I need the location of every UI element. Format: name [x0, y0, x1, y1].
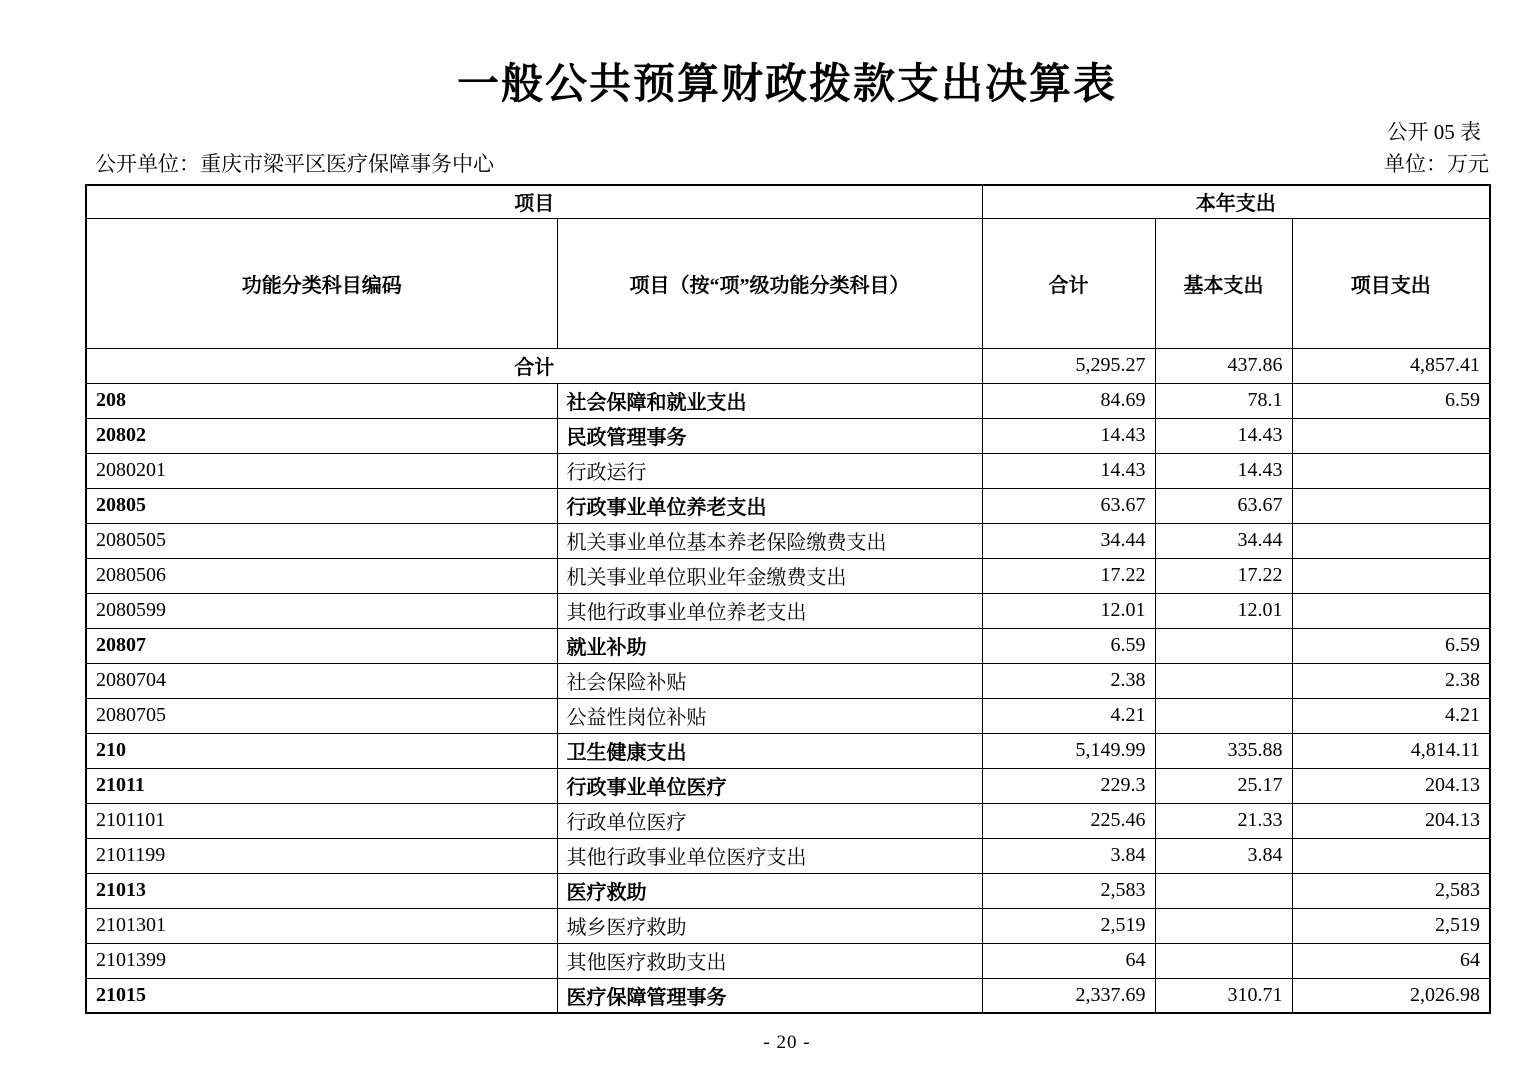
basic-cell: 12.01 [1155, 593, 1292, 628]
table-row [86, 488, 1490, 523]
code-cell: 2101199 [86, 838, 557, 873]
table-row [86, 838, 1490, 873]
basic-cell: 335.88 [1155, 733, 1292, 768]
table-row [86, 803, 1490, 838]
table-row [86, 698, 1490, 733]
header-current-year-group: 本年支出 [982, 185, 1490, 218]
table-row [86, 453, 1490, 488]
table-row [86, 873, 1490, 908]
project-cell: 2,583 [1292, 873, 1490, 908]
basic-cell: 25.17 [1155, 768, 1292, 803]
header-group-row [86, 185, 1490, 218]
project-cell: 4,814.11 [1292, 733, 1490, 768]
total-cell: 4.21 [982, 698, 1155, 733]
header-basic-expenditure: 基本支出 [1155, 218, 1292, 348]
table-row [86, 943, 1490, 978]
grand-total-label: 合计 [86, 348, 982, 383]
code-cell: 21013 [86, 873, 557, 908]
basic-cell: 21.33 [1155, 803, 1292, 838]
project-cell [1292, 593, 1490, 628]
project-cell: 2,519 [1292, 908, 1490, 943]
total-cell: 34.44 [982, 523, 1155, 558]
table-row [86, 733, 1490, 768]
item-cell: 社会保障和就业支出 [557, 383, 982, 418]
total-cell: 229.3 [982, 768, 1155, 803]
total-cell: 2,337.69 [982, 978, 1155, 1013]
code-cell: 20805 [86, 488, 557, 523]
table-row [86, 558, 1490, 593]
page-number: - 20 - [763, 1032, 811, 1053]
code-cell: 2080705 [86, 698, 557, 733]
table-body [86, 348, 1490, 1013]
table-row [86, 628, 1490, 663]
code-cell: 21011 [86, 768, 557, 803]
code-cell: 210 [86, 733, 557, 768]
basic-cell: 34.44 [1155, 523, 1292, 558]
table-row [86, 383, 1490, 418]
header-project-group: 项目 [86, 185, 982, 218]
basic-cell: 3.84 [1155, 838, 1292, 873]
code-cell: 20802 [86, 418, 557, 453]
project-cell: 2,026.98 [1292, 978, 1490, 1013]
item-cell: 城乡医疗救助 [557, 908, 982, 943]
item-cell: 其他行政事业单位医疗支出 [557, 838, 982, 873]
header-project-expenditure: 项目支出 [1292, 218, 1490, 348]
project-cell: 64 [1292, 943, 1490, 978]
table-header [86, 185, 1490, 348]
code-cell: 2080599 [86, 593, 557, 628]
table-row [86, 978, 1490, 1013]
grand-total-basic-cell: 437.86 [1155, 348, 1292, 383]
header-function-code: 功能分类科目编码 [86, 218, 557, 348]
item-cell: 就业补助 [557, 628, 982, 663]
item-cell: 行政事业单位养老支出 [557, 488, 982, 523]
total-cell: 2,519 [982, 908, 1155, 943]
item-cell: 行政运行 [557, 453, 982, 488]
total-cell: 225.46 [982, 803, 1155, 838]
header-total: 合计 [982, 218, 1155, 348]
grand-total-row [86, 348, 1490, 383]
code-cell: 2080505 [86, 523, 557, 558]
item-cell: 行政单位医疗 [557, 803, 982, 838]
basic-cell: 310.71 [1155, 978, 1292, 1013]
total-cell: 5,149.99 [982, 733, 1155, 768]
header-item-name: 项目（按“项”级功能分类科目） [557, 218, 982, 348]
basic-cell [1155, 943, 1292, 978]
basic-cell [1155, 663, 1292, 698]
total-cell: 63.67 [982, 488, 1155, 523]
total-cell: 3.84 [982, 838, 1155, 873]
basic-cell [1155, 908, 1292, 943]
code-cell: 2101301 [86, 908, 557, 943]
item-cell: 机关事业单位基本养老保险缴费支出 [557, 523, 982, 558]
basic-cell: 17.22 [1155, 558, 1292, 593]
table-row [86, 768, 1490, 803]
page-content [85, 0, 1489, 1054]
total-cell: 84.69 [982, 383, 1155, 418]
item-cell: 卫生健康支出 [557, 733, 982, 768]
basic-cell: 14.43 [1155, 453, 1292, 488]
budget-table [85, 184, 1491, 1014]
total-cell: 12.01 [982, 593, 1155, 628]
header-columns-row [86, 218, 1490, 348]
project-cell [1292, 558, 1490, 593]
basic-cell [1155, 873, 1292, 908]
item-cell: 医疗救助 [557, 873, 982, 908]
basic-cell: 78.1 [1155, 383, 1292, 418]
project-cell [1292, 418, 1490, 453]
page-title: 一般公共预算财政拨款支出决算表 [456, 62, 1117, 108]
grand-total-project-cell: 4,857.41 [1292, 348, 1490, 383]
project-cell: 6.59 [1292, 628, 1490, 663]
total-cell: 2.38 [982, 663, 1155, 698]
code-cell: 2080704 [86, 663, 557, 698]
total-cell: 14.43 [982, 453, 1155, 488]
item-cell: 其他医疗救助支出 [557, 943, 982, 978]
basic-cell: 14.43 [1155, 418, 1292, 453]
item-cell: 公益性岗位补贴 [557, 698, 982, 733]
code-cell: 2101399 [86, 943, 557, 978]
code-cell: 2080506 [86, 558, 557, 593]
item-cell: 社会保险补贴 [557, 663, 982, 698]
basic-cell [1155, 698, 1292, 733]
project-cell: 204.13 [1292, 768, 1490, 803]
item-cell: 其他行政事业单位养老支出 [557, 593, 982, 628]
total-cell: 17.22 [982, 558, 1155, 593]
item-cell: 行政事业单位医疗 [557, 768, 982, 803]
table-row [86, 523, 1490, 558]
project-cell: 4.21 [1292, 698, 1490, 733]
publisher-label: 公开单位：重庆市梁平区医疗保障事务中心 [95, 152, 494, 176]
code-cell: 2080201 [86, 453, 557, 488]
item-cell: 机关事业单位职业年金缴费支出 [557, 558, 982, 593]
table-row [86, 418, 1490, 453]
total-cell: 2,583 [982, 873, 1155, 908]
project-cell [1292, 453, 1490, 488]
project-cell [1292, 523, 1490, 558]
total-cell: 64 [982, 943, 1155, 978]
table-row [86, 663, 1490, 698]
item-cell: 民政管理事务 [557, 418, 982, 453]
unit-label: 单位：万元 [1384, 152, 1489, 176]
grand-total-total-cell: 5,295.27 [982, 348, 1155, 383]
meta-line [85, 152, 1489, 176]
item-cell: 医疗保障管理事务 [557, 978, 982, 1013]
project-cell [1292, 488, 1490, 523]
code-cell: 21015 [86, 978, 557, 1013]
basic-cell [1155, 628, 1292, 663]
total-cell: 6.59 [982, 628, 1155, 663]
project-cell: 204.13 [1292, 803, 1490, 838]
basic-cell: 63.67 [1155, 488, 1292, 523]
code-cell: 20807 [86, 628, 557, 663]
code-cell: 208 [86, 383, 557, 418]
total-cell: 14.43 [982, 418, 1155, 453]
project-cell: 6.59 [1292, 383, 1490, 418]
table-number: 公开 05 表 [1386, 120, 1481, 144]
project-cell: 2.38 [1292, 663, 1490, 698]
table-row [86, 908, 1490, 943]
project-cell [1292, 838, 1490, 873]
code-cell: 2101101 [86, 803, 557, 838]
table-row [86, 593, 1490, 628]
